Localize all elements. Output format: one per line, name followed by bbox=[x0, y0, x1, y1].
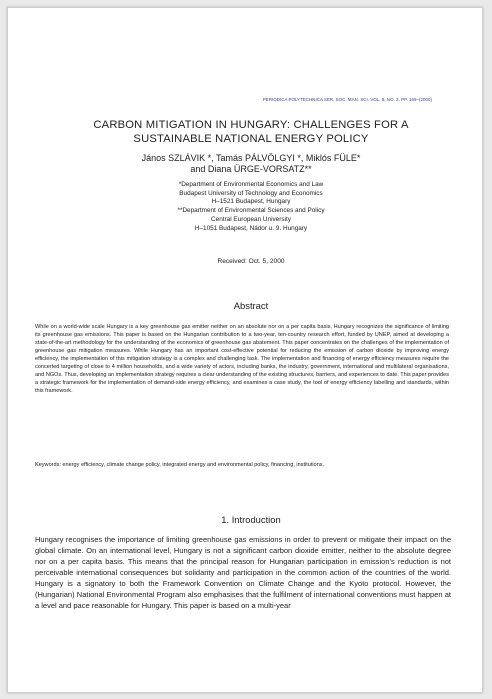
title-line-2: SUSTAINABLE NATIONAL ENERGY POLICY bbox=[133, 133, 369, 145]
introduction-heading: 1. Introduction bbox=[221, 514, 281, 525]
affiliation-line: H–1051 Budapest, Nádor u. 9. Hungary bbox=[194, 224, 308, 232]
affiliation-line: *Department of Environmental Economics and Law bbox=[178, 181, 324, 188]
keywords: Keywords: energy efficiency, climate change policy, integrated energy and environmental policy, financing, institutions. bbox=[35, 462, 325, 468]
abstract-heading: Abstract bbox=[233, 300, 269, 311]
affiliation-line: Central European University bbox=[211, 215, 291, 223]
abstract-body: While on a world-wide scale Hungary is a key greenhouse gas emitter neither on an absolute nor on a per capita basis, Hungary recognizes the significance of limiting its greenhouse gas emissions. This paper is based on the Hungarian contribution to a two-year, ten-country research effort, funded by UNEP, aimed at developing a state-of-the-art methodology for the understanding of the economics of greenhouse gas abatement. This paper concentrates on the challenges of the implementation of greenhouse gas mitigation measures. While Hungary has an important cost-effective potential for reducing the emission of carbon dioxide by improving energy efficiency, the implementation of this mitigation strategy is a complex and challenging task. The implementation and financing of energy efficiency measures require the concerted targeting of close to 4 million households, and a wide variety of actors, including banks, the industry, government, international and multilateral organisations, and NGOs. Thus, developing an implementation strategy requires a clear understanding of the existing structures, barriers, and experiences to date. This paper provides a strategic framework for the implementation of demand-side energy efficiency, and examines a case study, the tool of energy efficiency labelling and standards, within this framework. bbox=[35, 324, 449, 395]
affiliation-line: **Department of Environmental Sciences and Policy bbox=[177, 207, 325, 215]
authors-line-2: and Diana ÜRGE-VORSATZ** bbox=[190, 164, 312, 174]
affiliation-line: H–1521 Budapest, Hungary bbox=[211, 198, 291, 206]
document-page bbox=[7, 7, 483, 693]
received-date: Received: Oct. 5, 2000 bbox=[217, 258, 285, 265]
journal-header: PERIODICA POLYTECHNICA SER. SOC. MAN. SCI. VOL. 8, NO. 2, PP. 169–(2000) bbox=[262, 97, 432, 102]
affiliations bbox=[30, 181, 472, 233]
paper-title bbox=[30, 118, 472, 146]
authors-line-1: János SZLÁVIK *, Tamás PÁLVÖLGYI *, Miklós FÜLE* bbox=[141, 153, 361, 163]
author-list bbox=[30, 153, 472, 175]
title-line-1: CARBON MITIGATION IN HUNGARY: CHALLENGES FOR A bbox=[93, 119, 409, 131]
introduction-body: Hungary recognises the importance of limiting greenhouse gas emissions in order to prevent or mitigate their impact on the global climate. On an international level, Hungary is not a significant carbon dioxide emitter, neither to the absolute degree nor on a per capita basis. This means that the principal reason for Hungarian participation in emission's reduction is not perceivable international consequences but solidarity and participation in the common action of the countries of the world. Hungary is a signatory to both the Framework Convention on Climate Change and the Kyoto protocol. However, the (Hungarian) National Environmental Program also emphasises that the fulfilment of international conventions must happen at a level and pace reasonable for Hungary. This paper is based on a multi-year bbox=[35, 535, 451, 610]
affiliation-line: Budapest University of Technology and Economics bbox=[179, 189, 323, 197]
